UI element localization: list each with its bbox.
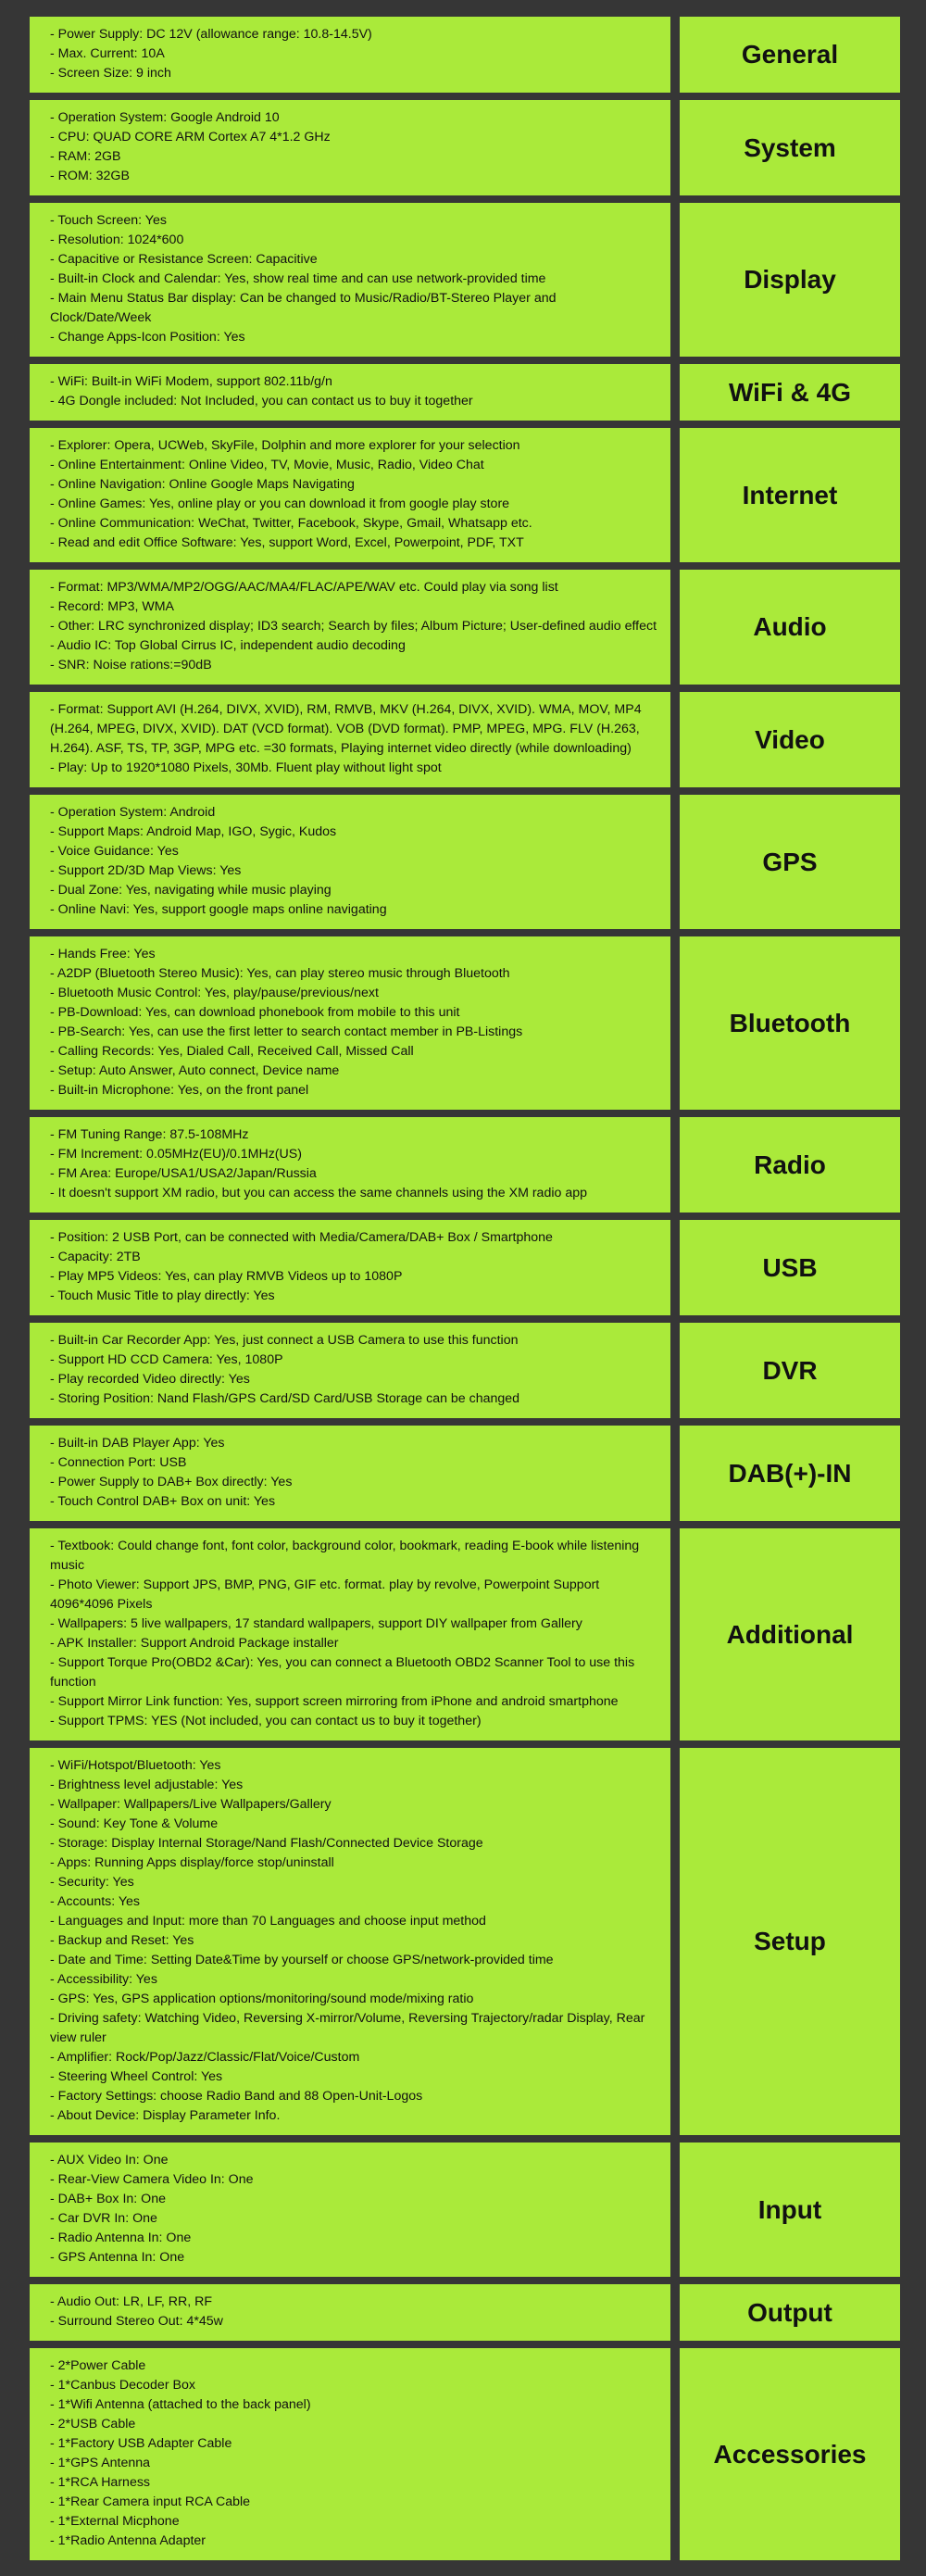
spec-section (30, 203, 900, 357)
spec-details (30, 203, 670, 357)
spec-line: - Built-in Microphone: Yes, on the front panel (50, 1083, 309, 1098)
spec-details (30, 1748, 670, 2135)
spec-line: - PB-Search: Yes, can use the first letter to search contact member in PB-Listings (50, 1024, 523, 1039)
spec-title-cell (680, 1220, 900, 1315)
spec-section-title: Display (744, 265, 836, 294)
spec-section-title: DVR (762, 1355, 818, 1385)
spec-section-title: Output (747, 2297, 832, 2327)
spec-line: - Accessibility: Yes (50, 1972, 157, 1987)
spec-line: - Storing Position: Nand Flash/GPS Card/SD Card/USB Storage can be changed (50, 1391, 520, 1406)
spec-line: - Radio Antenna In: One (50, 2230, 192, 2245)
spec-details (30, 1528, 670, 1740)
spec-line: - 2*USB Cable (50, 2417, 136, 2431)
spec-details (30, 1323, 670, 1418)
spec-line: - 1*Wifi Antenna (attached to the back panel) (50, 2397, 311, 2412)
spec-line: - Max. Current: 10A (50, 46, 165, 61)
spec-line: - Support HD CCD Camera: Yes, 1080P (50, 1352, 283, 1367)
spec-section (30, 2142, 900, 2277)
spec-details (30, 364, 670, 421)
spec-line: - 1*Canbus Decoder Box (50, 2378, 195, 2393)
spec-section-title: Additional (726, 1619, 854, 1649)
spec-line: - Steering Wheel Control: Yes (50, 2069, 223, 2084)
spec-line: - Support 2D/3D Map Views: Yes (50, 863, 242, 878)
spec-details (30, 570, 670, 685)
spec-line: - Connection Port: USB (50, 1455, 187, 1470)
spec-line: - 1*Factory USB Adapter Cable (50, 2436, 232, 2451)
spec-section (30, 428, 900, 562)
spec-line: - Audio IC: Top Global Cirrus IC, independent audio decoding (50, 638, 406, 653)
spec-details (30, 2348, 670, 2560)
spec-line: - AUX Video In: One (50, 2153, 169, 2168)
spec-line: - Screen Size: 9 inch (50, 66, 171, 81)
spec-line: - Explorer: Opera, UCWeb, SkyFile, Dolphin and more explorer for your selection (50, 438, 520, 453)
spec-line: - Built-in Car Recorder App: Yes, just connect a USB Camera to use this function (50, 1333, 519, 1348)
spec-line: - WiFi: Built-in WiFi Modem, support 802.11b/g/n (50, 374, 332, 389)
spec-line: - Online Navigation: Online Google Maps Navigating (50, 477, 355, 492)
spec-line: - Power Supply to DAB+ Box directly: Yes (50, 1475, 293, 1489)
spec-line: - Touch Control DAB+ Box on unit: Yes (50, 1494, 276, 1509)
spec-line: - A2DP (Bluetooth Stereo Music): Yes, can play stereo music through Bluetooth (50, 966, 510, 981)
spec-line: - Play MP5 Videos: Yes, can play RMVB Videos up to 1080P (50, 1269, 403, 1284)
spec-line: - 1*GPS Antenna (50, 2456, 151, 2470)
spec-line: - FM Increment: 0.05MHz(EU)/0.1MHz(US) (50, 1147, 302, 1162)
spec-line: - Capacitive or Resistance Screen: Capacitive (50, 252, 318, 267)
spec-section (30, 1528, 900, 1740)
spec-line: - Support Maps: Android Map, IGO, Sygic, Kudos (50, 824, 337, 839)
spec-line: - Audio Out: LR, LF, RR, RF (50, 2294, 213, 2309)
spec-line: - ROM: 32GB (50, 169, 130, 183)
spec-title-cell (680, 428, 900, 562)
spec-line: - Change Apps-Icon Position: Yes (50, 330, 245, 345)
spec-line: - Amplifier: Rock/Pop/Jazz/Classic/Flat/Voice/Custom (50, 2050, 360, 2065)
spec-title-cell (680, 17, 900, 93)
spec-details (30, 2142, 670, 2277)
spec-line: - 2*Power Cable (50, 2358, 146, 2373)
spec-line: - 4G Dongle included: Not Included, you can contact us to buy it together (50, 394, 473, 408)
spec-section (30, 1117, 900, 1213)
spec-title-cell (680, 1117, 900, 1213)
spec-line: - Resolution: 1024*600 (50, 232, 184, 247)
spec-line: - FM Area: Europe/USA1/USA2/Japan/Russia (50, 1166, 317, 1181)
spec-details (30, 936, 670, 1110)
spec-details (30, 692, 670, 787)
spec-line: - Apps: Running Apps display/force stop/uninstall (50, 1855, 334, 1870)
spec-line: - WiFi/Hotspot/Bluetooth: Yes (50, 1758, 221, 1773)
spec-line: - Languages and Input: more than 70 Languages and choose input method (50, 1914, 486, 1929)
spec-line: - Support TPMS: YES (Not included, you can contact us to buy it together) (50, 1714, 482, 1728)
spec-section (30, 692, 900, 787)
spec-title-cell (680, 2142, 900, 2277)
spec-line: - GPS: Yes, GPS application options/monitoring/sound mode/mixing ratio (50, 1992, 474, 2006)
spec-section-title: Video (755, 724, 825, 754)
spec-line: - Online Navi: Yes, support google maps online navigating (50, 902, 387, 917)
spec-line: - RAM: 2GB (50, 149, 121, 164)
spec-section (30, 1748, 900, 2135)
spec-line: - Calling Records: Yes, Dialed Call, Received Call, Missed Call (50, 1044, 414, 1059)
spec-line: - SNR: Noise rations:=90dB (50, 658, 212, 672)
spec-details (30, 1220, 670, 1315)
spec-table (30, 17, 900, 2568)
spec-line: - Surround Stereo Out: 4*45w (50, 2314, 223, 2329)
spec-line: - Textbook: Could change font, font color, background color, bookmark, reading E-book while listening music (50, 1539, 640, 1573)
spec-details (30, 1117, 670, 1213)
spec-line: - CPU: QUAD CORE ARM Cortex A7 4*1.2 GHz (50, 130, 331, 145)
spec-line: - Online Games: Yes, online play or you can download it from google play store (50, 496, 510, 511)
spec-line: - Other: LRC synchronized display; ID3 search; Search by files; Album Picture; User-defined audio effect (50, 619, 657, 634)
spec-line: - Built-in DAB Player App: Yes (50, 1436, 225, 1451)
spec-line: - DAB+ Box In: One (50, 2192, 166, 2206)
spec-line: - Security: Yes (50, 1875, 134, 1890)
spec-line: - Storage: Display Internal Storage/Nand Flash/Connected Device Storage (50, 1836, 483, 1851)
spec-line: - Driving safety: Watching Video, Reversing X-mirror/Volume, Reversing Trajectory/radar Display, Rear view ruler (50, 2011, 645, 2045)
spec-line: - Operation System: Google Android 10 (50, 110, 280, 125)
spec-section (30, 2348, 900, 2560)
spec-line: - Record: MP3, WMA (50, 599, 175, 614)
spec-line: - Wallpapers: 5 live wallpapers, 17 standard wallpapers, support DIY wallpaper from Gallery (50, 1616, 582, 1631)
spec-line: - Date and Time: Setting Date&Time by yourself or choose GPS/network-provided time (50, 1953, 554, 1967)
spec-section-title: General (741, 40, 839, 69)
spec-title-cell (680, 2348, 900, 2560)
spec-section (30, 795, 900, 929)
spec-line: - Dual Zone: Yes, navigating while music playing (50, 883, 332, 898)
spec-title-cell (680, 795, 900, 929)
spec-line: - Rear-View Camera Video In: One (50, 2172, 254, 2187)
spec-section-title: Accessories (713, 2439, 867, 2469)
spec-line: - 1*RCA Harness (50, 2475, 151, 2490)
spec-line: - Online Entertainment: Online Video, TV, Movie, Music, Radio, Video Chat (50, 458, 484, 472)
spec-title-cell (680, 936, 900, 1110)
spec-title-cell (680, 100, 900, 195)
spec-section-title: USB (762, 1252, 818, 1282)
spec-line: - Touch Screen: Yes (50, 213, 167, 228)
spec-section-title: Input (757, 2194, 822, 2224)
spec-line: - Play recorded Video directly: Yes (50, 1372, 250, 1387)
spec-title-cell (680, 364, 900, 421)
spec-details (30, 1426, 670, 1521)
spec-line: - GPS Antenna In: One (50, 2250, 185, 2265)
spec-line: - Setup: Auto Answer, Auto connect, Device name (50, 1063, 340, 1078)
spec-line: - Capacity: 2TB (50, 1250, 141, 1264)
spec-section (30, 570, 900, 685)
spec-section-title: Radio (754, 1150, 826, 1179)
spec-section-title: WiFi & 4G (729, 377, 851, 407)
spec-line: - Hands Free: Yes (50, 947, 156, 961)
spec-line: - Car DVR In: One (50, 2211, 157, 2226)
spec-line: - FM Tuning Range: 87.5-108MHz (50, 1127, 249, 1142)
spec-title-cell (680, 1528, 900, 1740)
spec-section (30, 2284, 900, 2341)
spec-line: - Support Torque Pro(OBD2 &Car): Yes, you can connect a Bluetooth OBD2 Scanner Tool to use this function (50, 1655, 635, 1690)
spec-line: - Voice Guidance: Yes (50, 844, 179, 859)
spec-title-cell (680, 1426, 900, 1521)
spec-section (30, 1426, 900, 1521)
spec-section (30, 1220, 900, 1315)
spec-title-cell (680, 570, 900, 685)
spec-line: - Backup and Reset: Yes (50, 1933, 194, 1948)
spec-line: - Brightness level adjustable: Yes (50, 1778, 244, 1792)
spec-title-cell (680, 692, 900, 787)
spec-line: - Support Mirror Link function: Yes, support screen mirroring from iPhone and android smartphone (50, 1694, 619, 1709)
spec-details (30, 2284, 670, 2341)
spec-line: - 1*External Micphone (50, 2514, 180, 2529)
spec-line: - 1*Radio Antenna Adapter (50, 2533, 206, 2548)
spec-details (30, 17, 670, 93)
spec-line: - PB-Download: Yes, can download phonebook from mobile to this unit (50, 1005, 460, 1020)
spec-line: - Built-in Clock and Calendar: Yes, show real time and can use network-provided time (50, 271, 546, 286)
spec-section-title: DAB(+)-IN (728, 1458, 852, 1488)
spec-section (30, 1323, 900, 1418)
spec-section-title: Bluetooth (729, 1008, 851, 1037)
spec-line: - APK Installer: Support Android Package installer (50, 1636, 339, 1651)
spec-line: - Read and edit Office Software: Yes, support Word, Excel, Powerpoint, PDF, TXT (50, 535, 524, 550)
spec-line: - Sound: Key Tone & Volume (50, 1816, 219, 1831)
spec-line: - Play: Up to 1920*1080 Pixels, 30Mb. Fluent play without light spot (50, 760, 442, 775)
spec-line: - Accounts: Yes (50, 1894, 141, 1909)
spec-line: - Bluetooth Music Control: Yes, play/pause/previous/next (50, 986, 379, 1000)
spec-details (30, 795, 670, 929)
spec-section-title: GPS (762, 847, 818, 876)
spec-title-cell (680, 1323, 900, 1418)
spec-line: - It doesn't support XM radio, but you can access the same channels using the XM radio app (50, 1186, 587, 1200)
spec-title-cell (680, 1748, 900, 2135)
spec-line: - Photo Viewer: Support JPS, BMP, PNG, GIF etc. format. play by revolve, Powerpoint Support 4096*4096 Pixels (50, 1577, 600, 1612)
spec-section (30, 100, 900, 195)
spec-line: - Touch Music Title to play directly: Yes (50, 1288, 275, 1303)
spec-title-cell (680, 203, 900, 357)
spec-line: - Main Menu Status Bar display: Can be changed to Music/Radio/BT-Stereo Player and Clock/Date/Week (50, 291, 557, 325)
spec-section-title: System (744, 132, 836, 162)
spec-line: - Factory Settings: choose Radio Band and 88 Open-Unit-Logos (50, 2089, 423, 2104)
spec-section-title: Internet (742, 480, 838, 509)
spec-details (30, 428, 670, 562)
spec-line: - Format: MP3/WMA/MP2/OGG/AAC/MA4/FLAC/APE/WAV etc. Could play via song list (50, 580, 558, 595)
spec-line: - Power Supply: DC 12V (allowance range: 10.8-14.5V) (50, 27, 372, 42)
spec-line: - Position: 2 USB Port, can be connected with Media/Camera/DAB+ Box / Smartphone (50, 1230, 553, 1245)
spec-details (30, 100, 670, 195)
spec-title-cell (680, 2284, 900, 2341)
spec-section (30, 936, 900, 1110)
spec-line: - Wallpaper: Wallpapers/Live Wallpapers/Gallery (50, 1797, 332, 1812)
spec-line: - 1*Rear Camera input RCA Cable (50, 2494, 251, 2509)
spec-section (30, 364, 900, 421)
spec-line: - Format: Support AVI (H.264, DIVX, XVID), RM, RMVB, MKV (H.264, DIVX, XVID). WMA, MOV, MP4 (H.264, MPEG, DIVX, XVID). DAT (VCD format). VOB (DVD format). PMP, MPEG, MPG. FLV (H.263, H.264). ASF, TS, TP, 3GP, MPG etc. =30 formats, Playing internet video directly (while downloading) (50, 702, 642, 756)
spec-line: - Operation System: Android (50, 805, 216, 820)
spec-line: - Online Communication: WeChat, Twitter, Facebook, Skype, Gmail, Whatsapp etc. (50, 516, 532, 531)
spec-section-title: Setup (754, 1927, 826, 1955)
spec-section (30, 17, 900, 93)
spec-line: - About Device: Display Parameter Info. (50, 2108, 281, 2123)
spec-section-title: Audio (753, 612, 827, 641)
